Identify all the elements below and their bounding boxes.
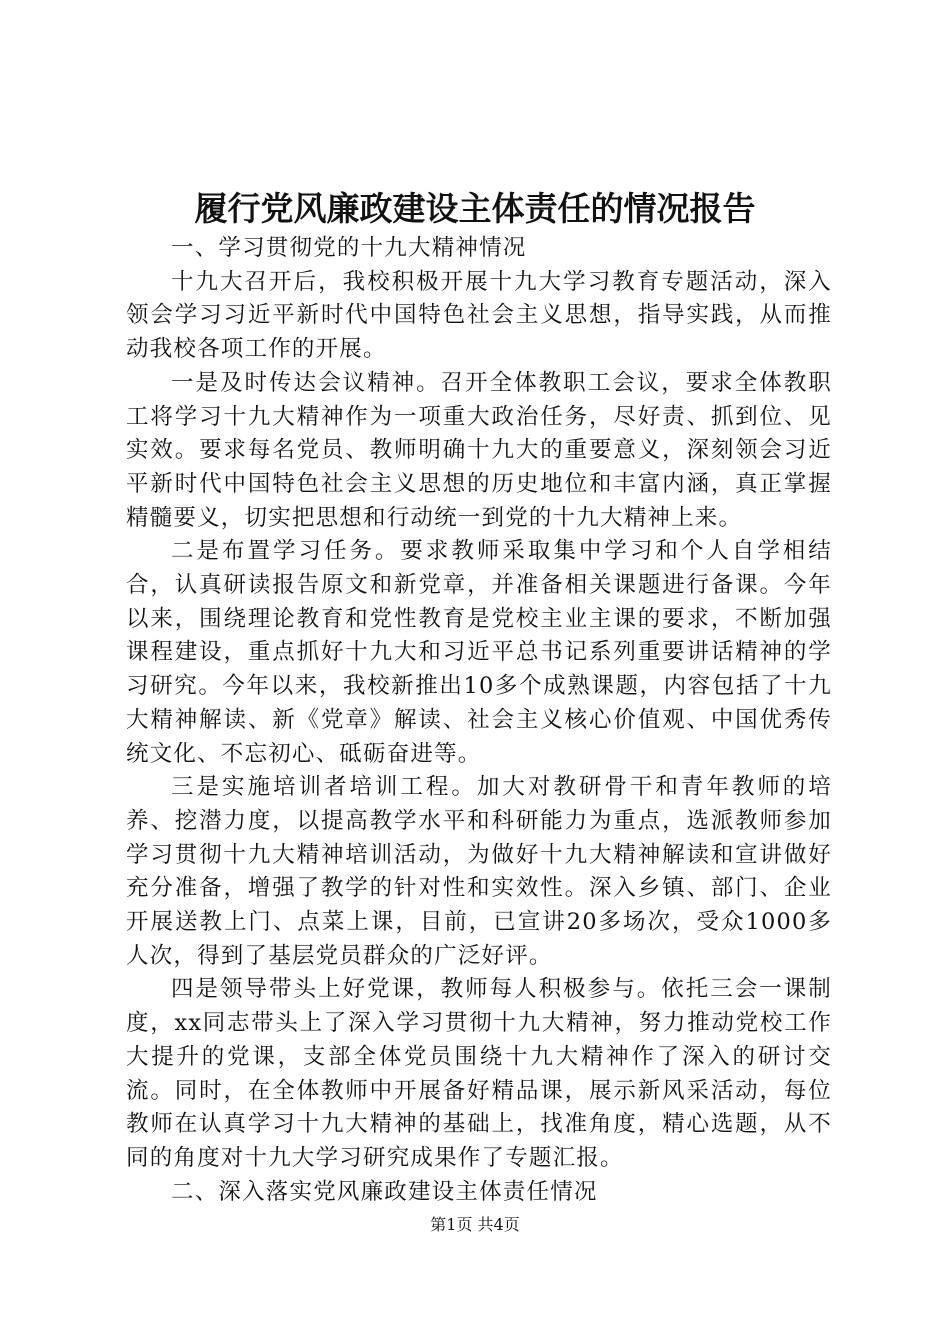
paragraph-item-4: 四是领导带头上好党课，教师每人积极参与。依托三会一课制度，xx同志带头上了深入学习贯彻十九大精神，努力推动党校工作大提升的党课，支部全体党员围绕十九大精神作了深入的研讨交流。同时，在全体教师中开展备好精品课，展示新风采活动，每位教师在认真学习十九大精神的基础上，找准角度，精心选题，从不同的角度对十九大学习研究成果作了专题汇报。	[126, 976, 832, 1171]
document-body	[126, 232, 832, 1209]
section-heading-1: 一、学习贯彻党的十九大精神情况	[171, 235, 527, 261]
document-title: 履行党风廉政建设主体责任的情况报告	[194, 189, 756, 228]
paragraph-intro: 十九大召开后，我校积极开展十九大学习教育专题活动，深入领会学习习近平新时代中国特色社会主义思想，指导实践，从而推动我校各项工作的开展。	[126, 268, 832, 363]
paragraph-item-1: 一是及时传达会议精神。召开全体教职工会议，要求全体教职工将学习十九大精神作为一项重大政治任务，尽好责、抓到位、见实效。要求每名党员、教师明确十九大的重要意义，深刻领会习近平新时代中国特色社会主义思想的历史地位和丰富内涵，真正掌握精髓要义，切实把思想和行动统一到党的十九大精神上来。	[126, 369, 832, 531]
paragraph-item-3: 三是实施培训者培训工程。加大对教研骨干和青年教师的培养、挖潜力度，以提高教学水平和科研能力为重点，选派教师参加学习贯彻十九大精神培训活动，为做好十九大精神解读和宣讲做好充分准备，增强了教学的针对性和实效性。深入乡镇、部门、企业开展送教上门、点菜上课，目前，已宣讲20多场次，受众1000多人次，得到了基层党员群众的广泛好评。	[126, 774, 832, 969]
page-number: 第1页 共4页	[430, 1215, 520, 1234]
paragraph-item-2: 二是布置学习任务。要求教师采取集中学习和个人自学相结合，认真研读报告原文和新党章，并准备相关课题进行备课。今年以来，围绕理论教育和党性教育是党校主业主课的要求，不断加强课程建设，重点抓好十九大和习近平总书记系列重要讲话精神的学习研究。今年以来，我校新推出10多个成熟课题，内容包括了十九大精神解读、新《党章》解读、社会主义核心价值观、中国优秀传统文化、不忘初心、砥砺奋进等。	[126, 538, 832, 767]
section-heading-2: 二、深入落实党风廉政建设主体责任情况	[171, 1178, 598, 1205]
